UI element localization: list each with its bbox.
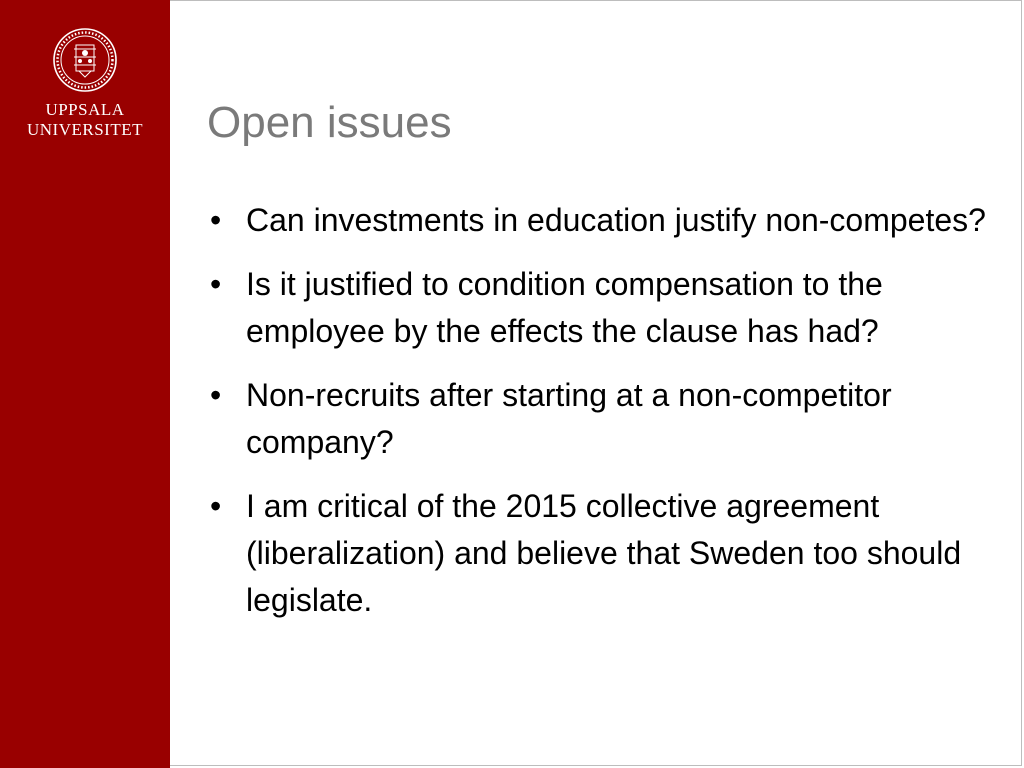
- bullet-item: [210, 261, 1000, 355]
- bullet-item: [210, 372, 1000, 466]
- bullet-item: [210, 483, 1000, 624]
- bullet-text: Is it justified to condition compensation to the employee by the effects the clause has had?: [246, 266, 883, 349]
- university-seal-logo: [52, 27, 118, 93]
- bullet-list: [210, 197, 1000, 641]
- sidebar: [0, 0, 170, 768]
- bullet-marker: •: [210, 266, 222, 302]
- bullet-text: Can investments in education justify non-competes?: [246, 202, 986, 238]
- bullet-marker: •: [210, 377, 222, 413]
- bullet-text: I am critical of the 2015 collective agreement (liberalization) and believe that Sweden too should legislate.: [246, 488, 962, 618]
- university-name-line-1: UPPSALA: [45, 100, 125, 119]
- bullet-marker: •: [210, 488, 222, 524]
- bullet-item: [210, 197, 1000, 244]
- slide-title: Open issues: [207, 98, 452, 147]
- bullet-text: Non-recruits after starting at a non-competitor company?: [246, 377, 892, 460]
- bullet-marker: •: [210, 202, 222, 238]
- slide-content: [170, 0, 1022, 766]
- university-name: [0, 100, 170, 140]
- university-name-line-2: UNIVERSITET: [27, 120, 143, 139]
